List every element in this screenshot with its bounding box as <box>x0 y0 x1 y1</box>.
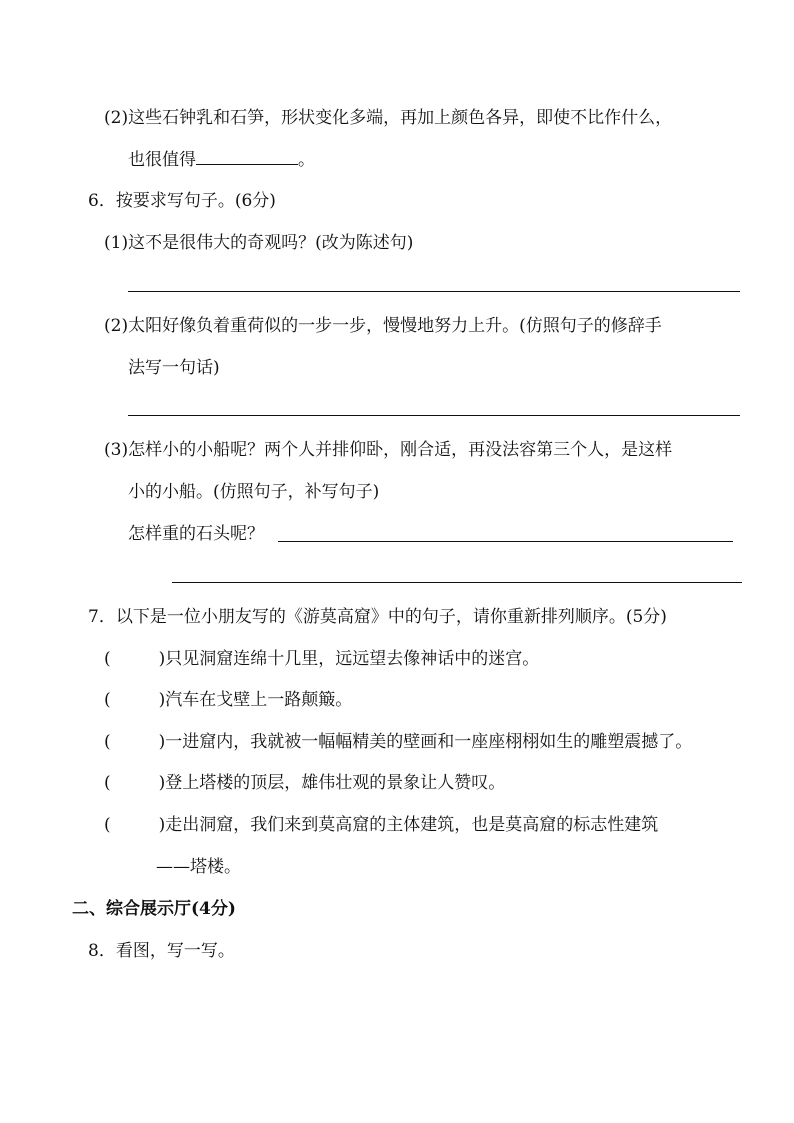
q7-paren-close: ) <box>158 773 166 793</box>
q6-item1: (1)这不是很伟大的奇观吗？(改为陈述句) <box>104 233 414 253</box>
q5-item2-end: 。 <box>298 150 315 170</box>
q5-item2-line1: (2)这些石钟乳和石笋，形状变化多端，再加上颜色各异，即使不比作什么， <box>104 108 673 128</box>
q7-item-text: 只见洞窟连绵十几里，远远望去像神话中的迷宫。 <box>165 649 540 669</box>
q7-paren-close: ) <box>158 732 166 752</box>
q7-paren-close: ) <box>158 649 166 669</box>
q6-item2-line1: (2)太阳好像负着重荷似的一步一步，慢慢地努力上升。(仿照句子的修辞手 <box>104 316 662 336</box>
q7-item-text: 汽车在戈壁上一路颠簸。 <box>165 690 353 710</box>
q5-item2-line2 <box>128 148 315 171</box>
q7-item <box>104 731 692 753</box>
q5-answer-blank[interactable] <box>196 148 298 165</box>
q6-item3-prompt <box>128 523 264 545</box>
q7-heading: 7．以下是一位小朋友写的《游莫高窟》中的句子，请你重新排列顺序。(5分) <box>88 607 667 627</box>
q6-item3-line1: (3)怎样小的小船呢？两个人并排仰卧，刚合适，再没法容第三个人，是这样 <box>104 440 673 460</box>
q7-paren-open: ( <box>104 732 111 752</box>
q7-item <box>104 648 539 670</box>
q6-item3-answer-line1[interactable] <box>278 541 733 542</box>
q6-item2-answer-line[interactable] <box>128 415 740 416</box>
q7-paren-close: ) <box>158 690 166 710</box>
q6-item3-answer-line2[interactable] <box>172 582 742 583</box>
q7-item-text: 走出洞窟，我们来到莫高窟的主体建筑，也是莫高窟的标志性建筑 <box>165 815 659 835</box>
q7-paren-open: ( <box>104 649 111 669</box>
q6-heading: 6．按要求写句子。(6分) <box>88 191 276 211</box>
q7-item-text: 登上塔楼的顶层，雄伟壮观的景象让人赞叹。 <box>165 773 506 793</box>
q7-item <box>104 689 352 711</box>
q7-paren-close: ) <box>158 815 166 835</box>
q6-item3-line2: 小的小船。(仿照句子，补写句子) <box>128 482 380 502</box>
q7-item <box>104 772 505 794</box>
q7-paren-open: ( <box>104 690 111 710</box>
q7-item <box>104 814 658 836</box>
q6-item2-line2: 法写一句话) <box>128 358 220 378</box>
q7-paren-open: ( <box>104 815 111 835</box>
q7-paren-open: ( <box>104 773 111 793</box>
q7-item-text: 一进窟内，我就被一幅幅精美的壁画和一座座栩栩如生的雕塑震撼了。 <box>165 732 693 752</box>
q6-item1-answer-line[interactable] <box>128 291 740 292</box>
q6-item3-prompt-text: 怎样重的石头呢？ <box>128 524 264 544</box>
q5-item2-text: 也很值得 <box>128 150 196 170</box>
section2-heading: 二、综合展示厅(4分) <box>72 899 236 919</box>
q8-heading: 8．看图，写一写。 <box>88 941 235 961</box>
q7-item5-cont: ——塔楼。 <box>156 857 241 877</box>
